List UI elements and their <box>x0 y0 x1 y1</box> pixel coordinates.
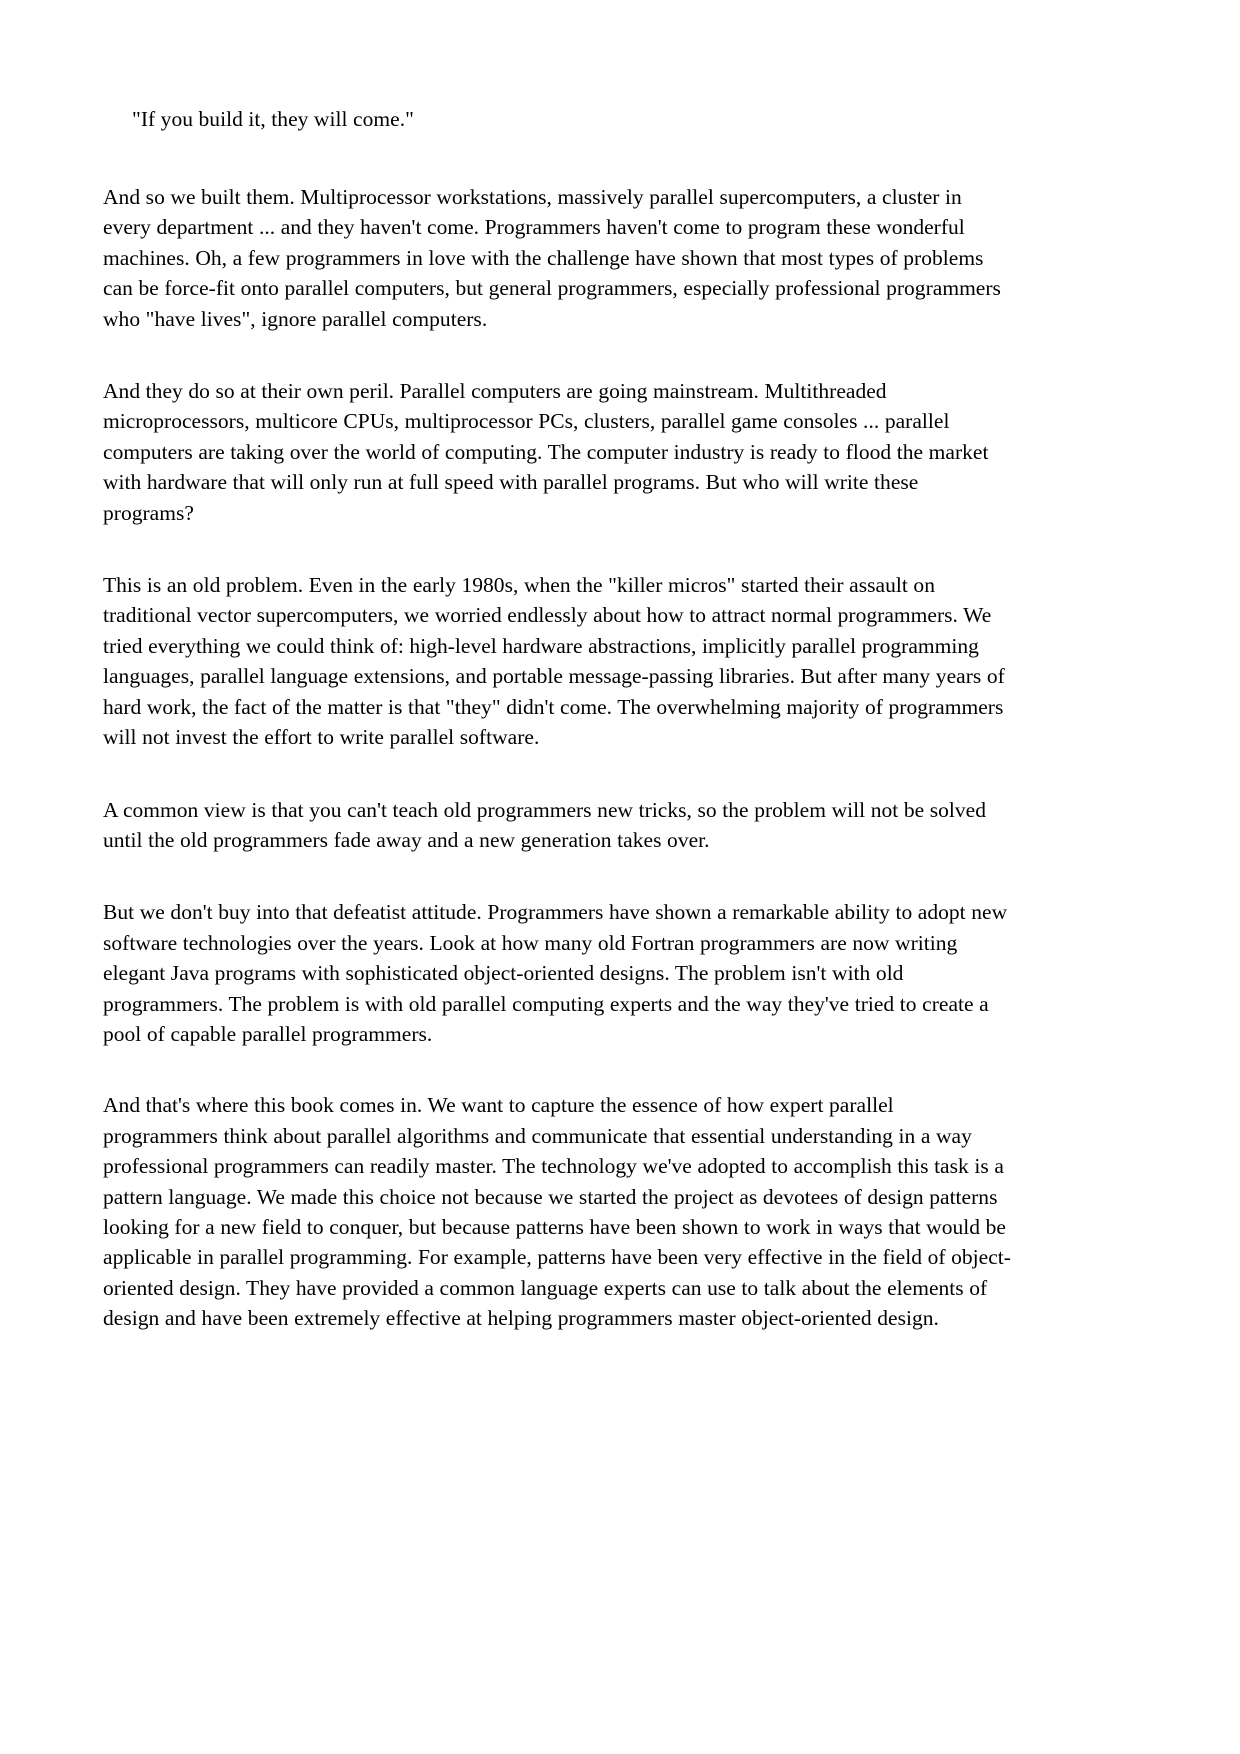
paragraph-spacer <box>103 855 1011 897</box>
page-content <box>103 104 1011 1334</box>
body-paragraph-4: A common view is that you can't teach old programmers new tricks, so the problem will not be solved until the old programmers fade away and a new generation takes over. <box>103 797 992 852</box>
body-paragraph-1: And so we built them. Multiprocessor workstations, massively parallel supercomputers, a cluster in every department ... and they haven't come. Programmers haven't come to program these wonderful machines. Oh, a few programmers in love with the challenge have shown that most types of problems can be force-fit onto parallel computers, but general programmers, especially professional programmers who "have lives", ignore parallel computers. <box>103 185 1007 331</box>
body-paragraph-3: This is an old problem. Even in the early 1980s, when the "killer micros" started their assault on traditional vector supercomputers, we worried endlessly about how to attract normal programmers. We tried everything we could think of: high-level hardware abstractions, implicitly parallel programming languages, parallel language extensions, and portable message-passing libraries. But after many years of hard work, the fact of the matter is that "they" didn't come. The overwhelming majority of programmers will not invest the effort to write parallel software. <box>103 573 1011 750</box>
paragraph-spacer <box>103 334 1011 376</box>
body-paragraph-2: And they do so at their own peril. Parallel computers are going mainstream. Multithreaded microprocessors, multicore CPUs, multiprocessor PCs, clusters, parallel game consoles ... parallel computers are taking over the world of computing. The computer industry is ready to flood the market with hardware that will only run at full speed with parallel programs. But who will write these programs? <box>103 379 995 525</box>
body-paragraph-6: And that's where this book comes in. We want to capture the essence of how expert parallel programmers think about parallel algorithms and communicate that essential understanding in a way professional programmers can readily master. The technology we've adopted to accomplish this task is a pattern language. We made this choice not because we started the project as devotees of design patterns looking for a new field to conquer, but because patterns have been shown to work in ways that would be applicable in parallel programming. For example, patterns have been very effective in the field of object-oriented design. They have provided a common language experts can use to talk about the elements of design and have been extremely effective at helping programmers master object-oriented design. <box>103 1093 1012 1331</box>
paragraph-spacer <box>103 528 1011 570</box>
paragraph-spacer <box>103 753 1011 795</box>
epigraph-quote: "If you build it, they will come." <box>132 107 414 131</box>
paragraph-spacer <box>103 1049 1011 1090</box>
body-paragraph-5: But we don't buy into that defeatist attitude. Programmers have shown a remarkable ability to adopt new software technologies over the years. Look at how many old Fortran programmers are now writing elegant Java programs with sophisticated object-oriented designs. The problem isn't with old programmers. The problem is with old parallel computing experts and the way they've tried to create a pool of capable parallel programmers. <box>103 900 1013 1046</box>
paragraph-spacer <box>103 134 1011 182</box>
